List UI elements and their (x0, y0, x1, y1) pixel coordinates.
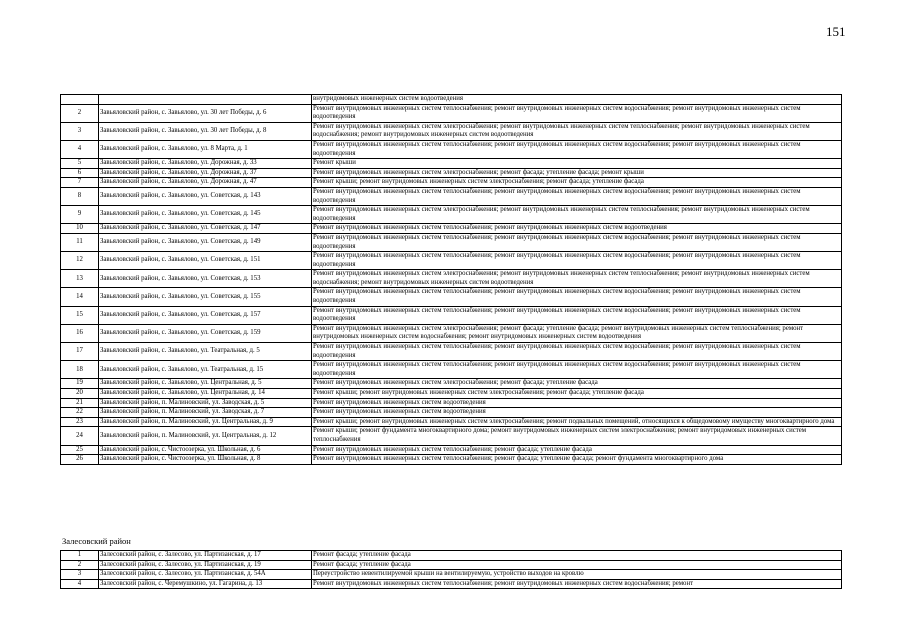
row-number: 2 (61, 560, 99, 570)
row-works: Ремонт внутридомовых инженерных систем электроснабжения; ремонт внутридомовых инженерных систем теплоснабжения; ремонт внутридомовых инженерных систем водоотведения (312, 206, 842, 224)
row-number: 22 (61, 408, 99, 418)
row-number: 7 (61, 178, 99, 188)
row-number: 2 (61, 104, 99, 122)
row-works: Ремонт внутридомовых инженерных систем электроснабжения; ремонт фасада; утепление фасада; ремонт крыши (312, 168, 842, 178)
row-number: 6 (61, 168, 99, 178)
row-number: 23 (61, 417, 99, 427)
table-row (61, 408, 842, 418)
zalesovo-table-body (61, 551, 842, 589)
table-row (61, 579, 842, 589)
row-number: 4 (61, 579, 99, 589)
row-address: Завьяловский район, с. Завьялово, ул. Театральная, д. 15 (99, 361, 312, 379)
row-works: Ремонт внутридомовых инженерных систем электроснабжения; ремонт внутридомовых инженерных систем теплоснабжения; ремонт внутридомовых инженерных систем водоснабжения; ремонт внутридомовых инженерных систем водоотведения (312, 270, 842, 288)
table-row (61, 122, 842, 140)
row-number: 20 (61, 389, 99, 399)
row-address: Залесовский район, с. Залесово, ул. Партизанская, д. 17 (99, 551, 312, 561)
row-number: 17 (61, 343, 99, 361)
row-address: Завьяловский район, с. Завьялово, ул. 8 Марта, д. 1 (99, 140, 312, 158)
row-address: Завьяловский район, с. Завьялово, ул. Советская, д. 143 (99, 187, 312, 205)
table-row (61, 168, 842, 178)
row-number: 4 (61, 140, 99, 158)
row-address: Завьяловский район, с. Завьялово, ул. Советская, д. 149 (99, 233, 312, 251)
row-works: Ремонт фасада; утепление фасада (312, 560, 842, 570)
repair-table (60, 94, 842, 465)
row-address: Завьяловский район, с. Завьялово, ул. Советская, д. 155 (99, 288, 312, 306)
table-row (61, 252, 842, 270)
table-row (61, 417, 842, 427)
row-address: Завьяловский район, с. Чистоозерка, ул. Школьная, д. 6 (99, 445, 312, 455)
row-address: Залесовский район, с. Залесово, ул. Партизанская, д. 19 (99, 560, 312, 570)
row-address: Завьяловский район, с. Завьялово, ул. Центральная, д. 5 (99, 379, 312, 389)
row-works: Ремонт внутридомовых инженерных систем теплоснабжения; ремонт фасада; утепление фасада (312, 445, 842, 455)
row-address: Завьяловский район, п. Малиновский, ул. Заводская, д. 7 (99, 408, 312, 418)
row-works: Ремонт фасада; утепление фасада (312, 551, 842, 561)
table-row (61, 551, 842, 561)
row-address: Завьяловский район, с. Завьялово, ул. Центральная, д. 14 (99, 389, 312, 399)
table-row (61, 270, 842, 288)
row-works: Ремонт внутридомовых инженерных систем теплоснабжения; ремонт внутридомовых инженерных систем водоснабжения; ремонт внутридомовых инженерных систем водоотведения (312, 140, 842, 158)
section-title-zalesovo: Залесовский район (62, 536, 131, 546)
row-address: Завьяловский район, п. Малиновский, ул. Заводская, д. 5 (99, 398, 312, 408)
row-number: 25 (61, 445, 99, 455)
row-number: 13 (61, 270, 99, 288)
row-works: Ремонт внутридомовых инженерных систем теплоснабжения; ремонт внутридомовых инженерных систем водоснабжения; ремонт (312, 579, 842, 589)
row-works: Ремонт внутридомовых инженерных систем теплоснабжения; ремонт внутридомовых инженерных систем водоснабжения; ремонт внутридомовых инженерных систем водоотведения (312, 252, 842, 270)
row-works: Ремонт крыши (312, 159, 842, 169)
table-row (61, 560, 842, 570)
table-row (61, 427, 842, 445)
row-works: Переустройство невентилируемой крыши на вентилируемую, устройство выходов на кровлю (312, 570, 842, 580)
row-number: 15 (61, 306, 99, 324)
row-works: Ремонт крыши; ремонт внутридомовых инженерных систем электроснабжения; ремонт подвальных помещений, относящихся к общедомовому имуществу многоквартирного дома (312, 417, 842, 427)
row-works: Ремонт крыши; ремонт внутридомовых инженерных систем электроснабжения; ремонт фасада; утепление фасада (312, 178, 842, 188)
row-works: Ремонт внутридомовых инженерных систем теплоснабжения; ремонт внутридомовых инженерных систем водоснабжения; ремонт внутридомовых инженерных систем водоотведения (312, 187, 842, 205)
row-works: Ремонт внутридомовых инженерных систем электроснабжения; ремонт фасада; утепление фасада (312, 379, 842, 389)
row-number: 12 (61, 252, 99, 270)
table-row (61, 95, 842, 105)
row-address: Завьяловский район, с. Завьялово, ул. Дорожная, д. 33 (99, 159, 312, 169)
row-number: 19 (61, 379, 99, 389)
row-number: 10 (61, 224, 99, 234)
table-row (61, 455, 842, 465)
row-number: 14 (61, 288, 99, 306)
row-number: 1 (61, 551, 99, 561)
table-row (61, 224, 842, 234)
row-address: Завьяловский район, с. Завьялово, ул. Театральная, д. 5 (99, 343, 312, 361)
row-address: Залесовский район, с. Залесово, ул. Партизанская, д. 54А (99, 570, 312, 580)
row-address: Завьяловский район, с. Завьялово, ул. 30 лет Победы, д. 8 (99, 122, 312, 140)
row-address: Завьяловский район, с. Завьялово, ул. Советская, д. 157 (99, 306, 312, 324)
zalesovo-table (60, 550, 842, 589)
row-works: Ремонт внутридомовых инженерных систем водоотведения (312, 398, 842, 408)
row-number: 21 (61, 398, 99, 408)
row-works: Ремонт внутридомовых инженерных систем водоотведения (312, 408, 842, 418)
row-number (61, 95, 99, 105)
row-address: Завьяловский район, п. Малиновский, ул. Центральная, д. 9 (99, 417, 312, 427)
table-row (61, 343, 842, 361)
row-number: 3 (61, 122, 99, 140)
row-works: Ремонт внутридомовых инженерных систем теплоснабжения; ремонт внутридомовых инженерных систем водоснабжения; ремонт внутридомовых инженерных систем водоотведения (312, 288, 842, 306)
table-row (61, 445, 842, 455)
row-number: 18 (61, 361, 99, 379)
row-works: Ремонт внутридомовых инженерных систем теплоснабжения; ремонт внутридомовых инженерных систем водоснабжения; ремонт внутридомовых инженерных систем водоотведения (312, 361, 842, 379)
row-works: Ремонт крыши; ремонт внутридомовых инженерных систем электроснабжения; ремонт фасада; утепление фасада (312, 389, 842, 399)
repair-table-body (61, 95, 842, 465)
table-row (61, 104, 842, 122)
row-works: Ремонт внутридомовых инженерных систем теплоснабжения; ремонт внутридомовых инженерных систем водоснабжения; ремонт внутридомовых инженерных систем водоотведения (312, 306, 842, 324)
row-works: Ремонт внутридомовых инженерных систем электроснабжения; ремонт внутридомовых инженерных систем теплоснабжения; ремонт внутридомовых инженерных систем водоснабжения; ремонт внутридомовых инженерных систем водоотведения (312, 122, 842, 140)
table-row (61, 324, 842, 342)
row-address: Завьяловский район, с. Завьялово, ул. Советская, д. 145 (99, 206, 312, 224)
row-works: Ремонт внутридомовых инженерных систем электроснабжения; ремонт фасада; утепление фасада; ремонт внутридомовых инженерных систем теплоснабжения; ремонт внутридомовых инженерных систем водоснабжения; ремонт внутридомовых инженерных систем водоотведения (312, 324, 842, 342)
row-number: 3 (61, 570, 99, 580)
row-works: Ремонт крыши; ремонт фундамента многоквартирного дома; ремонт внутридомовых инженерных систем электроснабжения; ремонт внутридомовых инженерных систем теплоснабжения (312, 427, 842, 445)
table-row (61, 570, 842, 580)
row-works: Ремонт внутридомовых инженерных систем теплоснабжения; ремонт внутридомовых инженерных систем водоснабжения; ремонт внутридомовых инженерных систем водоотведения (312, 233, 842, 251)
table-row (61, 379, 842, 389)
row-works: Ремонт внутридомовых инженерных систем теплоснабжения; ремонт внутридомовых инженерных систем водоснабжения; ремонт внутридомовых инженерных систем водоотведения (312, 104, 842, 122)
table-row (61, 389, 842, 399)
row-address: Завьяловский район, с. Завьялово, ул. 30 лет Победы, д. 6 (99, 104, 312, 122)
row-works: Ремонт внутридомовых инженерных систем теплоснабжения; ремонт внутридомовых инженерных систем водоснабжения; ремонт внутридомовых инженерных систем водоотведения (312, 343, 842, 361)
row-number: 11 (61, 233, 99, 251)
row-address: Завьяловский район, с. Завьялово, ул. Советская, д. 147 (99, 224, 312, 234)
row-number: 26 (61, 455, 99, 465)
table-row (61, 187, 842, 205)
row-address: Залесовский район, с. Черемушкино, ул. Гагарина, д. 13 (99, 579, 312, 589)
page-number: 151 (826, 24, 846, 39)
row-number: 5 (61, 159, 99, 169)
row-address: Завьяловский район, с. Завьялово, ул. Советская, д. 159 (99, 324, 312, 342)
row-address: Завьяловский район, с. Чистоозерка, ул. Школьная, д. 8 (99, 455, 312, 465)
table-row (61, 206, 842, 224)
row-number: 9 (61, 206, 99, 224)
row-address (99, 95, 312, 105)
table-row (61, 233, 842, 251)
row-address: Завьяловский район, с. Завьялово, ул. Дорожная, д. 47 (99, 178, 312, 188)
table-row (61, 398, 842, 408)
row-address: Завьяловский район, п. Малиновский, ул. Центральная, д. 12 (99, 427, 312, 445)
row-works: Ремонт внутридомовых инженерных систем теплоснабжения; ремонт внутридомовых инженерных систем водоотведения (312, 224, 842, 234)
row-address: Завьяловский район, с. Завьялово, ул. Советская, д. 151 (99, 252, 312, 270)
row-works: Ремонт внутридомовых инженерных систем теплоснабжения; ремонт фасада; утепление фасада; ремонт фундамента многоквартирного дома (312, 455, 842, 465)
table-row (61, 306, 842, 324)
table-row (61, 361, 842, 379)
row-works: внутридомовых инженерных систем водоотведения (312, 95, 842, 105)
row-address: Завьяловский район, с. Завьялово, ул. Дорожная, д. 37 (99, 168, 312, 178)
row-number: 24 (61, 427, 99, 445)
row-number: 16 (61, 324, 99, 342)
table-row (61, 159, 842, 169)
row-number: 8 (61, 187, 99, 205)
table-row (61, 178, 842, 188)
row-address: Завьяловский район, с. Завьялово, ул. Советская, д. 153 (99, 270, 312, 288)
table-row (61, 288, 842, 306)
table-row (61, 140, 842, 158)
